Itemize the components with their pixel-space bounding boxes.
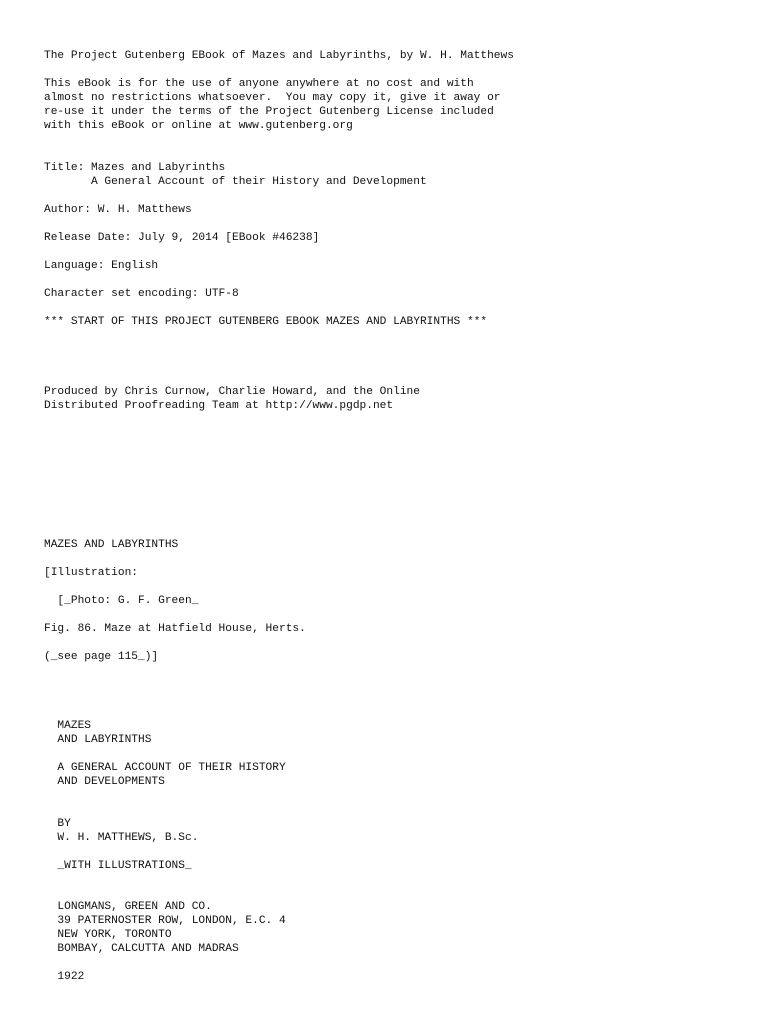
book-heading: MAZES AND LABYRINTHS <box>44 539 179 551</box>
photo-credit: [_Photo: G. F. Green_ <box>44 595 199 607</box>
produced-by-line: Produced by Chris Curnow, Charlie Howard, and the Online <box>44 386 420 398</box>
title-page-title: MAZES <box>44 720 91 732</box>
title-line: Title: Mazes and Labyrinths <box>44 162 226 174</box>
title-page-author: W. H. MATTHEWS, B.Sc. <box>44 832 199 844</box>
encoding-line: Character set encoding: UTF-8 <box>44 288 239 300</box>
publisher-line: LONGMANS, GREEN AND CO. <box>44 901 212 913</box>
title-page-title: AND LABYRINTHS <box>44 734 152 746</box>
publisher-line: 39 PATERNOSTER ROW, LONDON, E.C. 4 <box>44 915 286 927</box>
publisher-line: BOMBAY, CALCUTTA AND MADRAS <box>44 943 239 955</box>
language-line: Language: English <box>44 260 159 272</box>
license-line: re-use it under the terms of the Project Gutenberg License included <box>44 106 494 118</box>
title-page-illustrations: _WITH ILLUSTRATIONS_ <box>44 860 192 872</box>
publisher-line: NEW YORK, TORONTO <box>44 929 172 941</box>
illustration-open: [Illustration: <box>44 567 138 579</box>
produced-by-line: Distributed Proofreading Team at http://www.pgdp.net <box>44 400 394 412</box>
license-line: almost no restrictions whatsoever. You may copy it, give it away or <box>44 92 501 104</box>
subtitle-line: A General Account of their History and Development <box>44 176 427 188</box>
figure-caption: Fig. 86. Maze at Hatfield House, Herts. <box>44 623 306 635</box>
start-marker: *** START OF THIS PROJECT GUTENBERG EBOOK MAZES AND LABYRINTHS *** <box>44 316 488 328</box>
author-line: Author: W. H. Matthews <box>44 204 192 216</box>
title-page-subtitle: AND DEVELOPMENTS <box>44 776 165 788</box>
release-date-line: Release Date: July 9, 2014 [EBook #46238] <box>44 232 320 244</box>
title-page-by: BY <box>44 818 71 830</box>
license-line: This eBook is for the use of anyone anywhere at no cost and with <box>44 78 474 90</box>
license-line: with this eBook or online at www.gutenberg.org <box>44 120 353 132</box>
see-page-note: (_see page 115_)] <box>44 651 159 663</box>
ebook-header: The Project Gutenberg EBook of Mazes and Labyrinths, by W. H. Matthews <box>44 50 514 62</box>
publication-year: 1922 <box>44 971 85 983</box>
title-page-subtitle: A GENERAL ACCOUNT OF THEIR HISTORY <box>44 762 286 774</box>
